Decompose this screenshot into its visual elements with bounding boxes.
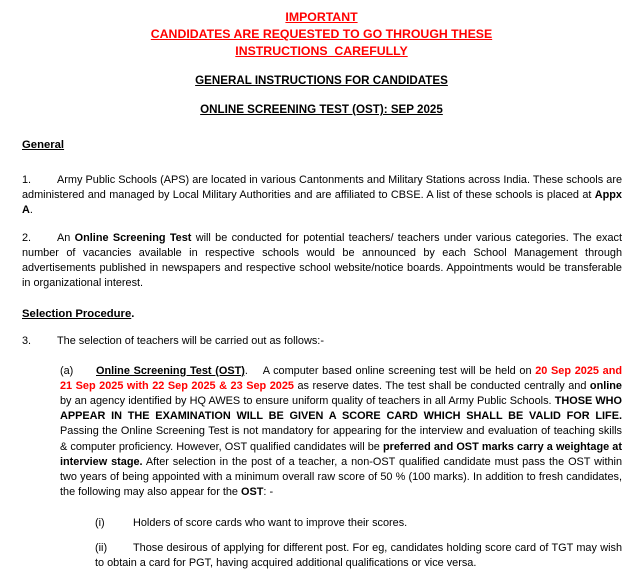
paragraph-2-text-a: An [57,231,75,244]
paragraph-1-text-a: Army Public Schools (APS) are located in various Cantonments and Military Stations across India. These schools are administered and managed by Local Military Authorities and are affiliated to CBSE. A list of these schools is placed at [22,174,622,202]
ost-title: Online Screening Test (OST) [96,364,245,377]
section-heading-selection-procedure [22,308,643,320]
exam-dates: 20 Sep 2025 and 21 Sep 2025 with 22 Sep 2025 & 23 Sep 2025 [60,364,622,392]
ost-text-2: as reserve dates. The test shall be conducted centrally and [293,379,590,392]
ost-abbreviation: OST [241,486,264,499]
section-heading-selection-trail: . [131,308,135,321]
online-emphasis: online [589,379,622,392]
weightage-emphasis: preferred and OST marks carry a weightage at interview stage. [60,440,622,468]
paragraph-2-text-c: will be conducted for potential teachers/ teachers under various categories. The exact number of vacancies available in respective schools would be announced by each School Management through advertisements published in newspapers and respective school website/notice boards. Appointments would be transferable in organizational interest. [22,231,622,290]
subparagraph-a-marker: (a) [60,364,74,377]
roman-marker-i: (i) [95,517,105,530]
paragraph-1-number: 1. [22,174,32,186]
paragraph-3-body: The selection of teachers will be carried out as follows:- [57,335,324,348]
section-heading-general-text: General [22,139,65,151]
banner-line-2-text: CANDIDATES ARE REQUESTED TO GO THROUGH THESE [150,27,493,41]
paragraph-1-text-c: . [29,204,33,217]
paragraph-3 [22,334,622,349]
roman-marker-ii: (ii) [95,541,108,554]
subparagraph-a [60,364,622,501]
ost-text-6: : - [263,486,274,499]
banner-line-2 [0,26,643,43]
paragraph-1 [22,173,622,219]
roman-text-ii: Those desirous of applying for different post. For eg, candidates holding score card of TGT may wish to obtain a card for PGT, having acquired additional qualifications or vice versa. [95,541,622,569]
paragraph-2-body [22,231,622,292]
section-heading-selection-procedure-text: Selection Procedure [22,308,132,321]
ost-text-5: After selection in the post of a teacher, a non-OST qualified candidate must pass the OST within two years of being appointed with a minimum overall raw score of 50 % (100 marks). In addition to fresh candidates, the following may also appear for the [60,455,622,499]
banner-line-3 [0,43,643,60]
ost-text-4: Passing the Online Screening Test is not mandatory for appearing for the interview and evaluation of teaching skills & computer proficiency. However, OST qualified candidates will be [60,425,622,453]
banner-line-1 [0,9,643,26]
page-subtitle [0,103,643,116]
subparagraph-a-body [60,364,622,501]
list-item [95,541,622,571]
banner-line-1-text: IMPORTANT [285,10,358,24]
paragraph-2-number: 2. [22,231,32,244]
page-title [0,74,643,87]
list-item [95,516,622,531]
ost-text-3: by an agency identified by HQ AWES to ensure uniform quality of teachers in all Army Public Schools. [60,395,555,408]
ost-text-1: A computer based online screening test will be held on [262,364,536,377]
paragraph-2 [22,231,622,292]
ost-title-trail: . [244,364,248,377]
paragraph-1-body [22,173,622,219]
important-banner [0,0,643,60]
banner-line-3-text: INSTRUCTIONS CAREFULLY [235,44,408,58]
page-subtitle-text: ONLINE SCREENING TEST (OST): SEP 2025 [200,103,443,116]
score-card-validity-notice: THOSE WHO APPEAR IN THE EXAMINATION WILL BE GIVEN A SCORE CARD WHICH SHALL BE VALID FOR LIFE. [60,395,622,423]
online-screening-test-term: Online Screening Test [74,231,192,244]
page-title-text: GENERAL INSTRUCTIONS FOR CANDIDATES [195,74,448,87]
paragraph-3-number: 3. [22,335,32,348]
appendix-reference: Appx A [22,189,622,217]
roman-text-i: Holders of score cards who want to improve their scores. [133,517,408,530]
section-heading-general [22,139,643,151]
